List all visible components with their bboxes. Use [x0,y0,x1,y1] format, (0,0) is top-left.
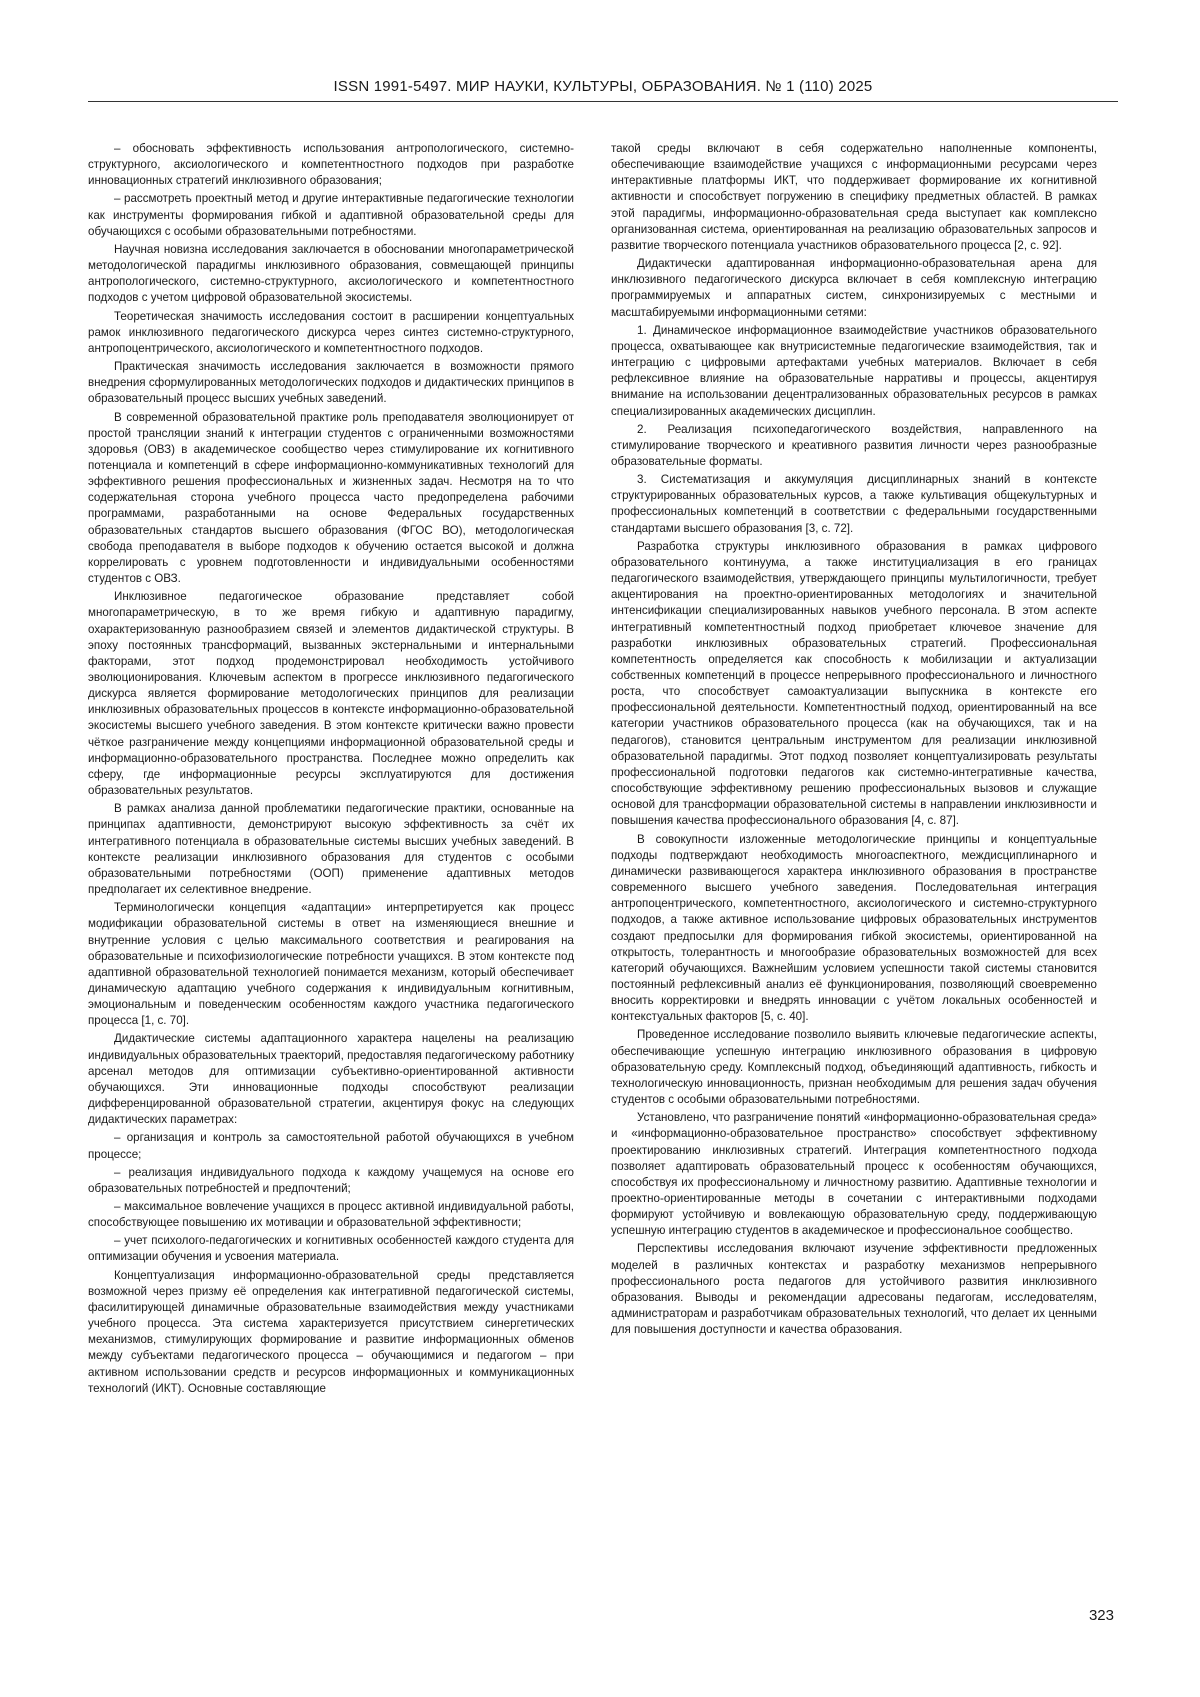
paragraph: Практическая значимость исследования заключается в возможности прямого внедрения сформулированных методологических подходов и дидактических принципов в образовательный процесс высших учебных заведений. [88,359,574,407]
paragraph: В совокупности изложенные методологические принципы и концептуальные подходы подтверждают необходимость многоаспектного, междисциплинарного и динамически развивающегося характера инклюзивного образования в пространстве современного высшего учебного заведения. Последовательная интеграция антропоцентрического, компетентностного, аксиологического и системно-структурного подходов, а также активное использование цифровых образовательных инструментов создают предпосылки для формирования гибкой экосистемы, ориентированной на открытость, толерантность и многообразие образовательных возможностей для всех категорий обучающихся. Важнейшим условием успешности такой системы становится постоянный рефлексивный анализ её функционирования, позволяющий своевременно вносить корректировки и внедрять инновации с учётом локальных особенностей и контекстуальных факторов [5, с. 40]. [611,832,1097,1026]
paragraph: Разработка структуры инклюзивного образования в рамках цифрового образовательного континуума, а также институциализация в его границах педагогического взаимодействия, утверждающего принципы мультилогичности, требует акцентирования на проектно-ориентированных методологиях и значительной интенсификации специализированных навыков учебного персонала. В этом аспекте интегративный компетентностный подход приобретает ключевое значение для разработки инклюзивных образовательных стратегий. Профессиональная компетентность определяется как способность к мобилизации и актуализации собственных компетенций в процессе непрерывного профессионального и личностного роста, что способствует самоактуализации выпускника в контексте его профессиональной деятельности. Компетентностный подход, ориентированный на все категории участников образовательного процесса (как на обучающихся, так и на педагогов), становится центральным инструментом для реализации инклюзивной образовательной парадигмы. Этот подход позволяет концептуализировать результаты профессиональной подготовки педагогов как системно-интегративные качества, способствующие эффективному решению профессиональных вызовов и служащие основой для трансформации образовательной системы в направлении инклюзивности и повышения качества профессионального образования [4, с. 87]. [611,539,1097,830]
paragraph: такой среды включают в себя содержательно наполненные компоненты, обеспечивающие взаимодействие учащихся с информационными ресурсами через интерактивные платформы ИКТ, что поддерживает формирование их когнитивной активности и способствует погружению в специфику предметных областей. В рамках этой парадигмы, информационно-образовательная среда выступает как комплексно организованная система, ориентированная на реализацию образовательных запросов и развитие творческого потенциала участников образовательного процесса [2, с. 92]. [611,141,1097,254]
list-item: – организация и контроль за самостоятельной работой обучающихся в учебном процессе; [88,1130,574,1162]
paragraph: Научная новизна исследования заключается в обосновании многопараметрической методологической парадигмы инклюзивного образования, совмещающей принципы антропологического, системно-структурного, аксиологического и компетентностного подходов с учетом цифровой образовательной экосистемы. [88,242,574,307]
list-item: 3. Систематизация и аккумуляция дисциплинарных знаний в контексте структурированных образовательных курсов, а также культивация общекультурных и профессиональных компетенций в соответствии с федеральными государственными стандартами высшего образования [3, с. 72]. [611,472,1097,537]
paragraph: Терминологически концепция «адаптации» интерпретируется как процесс модификации образовательной системы в ответ на изменяющиеся внешние и внутренние условия с целью максимального соответствия и реагирования на образовательные и психофизиологические потребности учащихся. В этом контексте под адаптивной образовательной технологией понимается механизм, который обеспечивает динамическую адаптацию учебного содержания к индивидуальным когнитивным, эмоциональным и поведенческим особенностям каждого участника педагогического процесса [1, с. 70]. [88,900,574,1029]
paragraph: Концептуализация информационно-образовательной среды представляется возможной через призму её определения как интегративной педагогической системы, фасилитирующей динамичные образовательные взаимодействия между участниками учебного процесса. Эта система характеризуется присутствием синергетических механизмов, стимулирующих формирование и развитие информационных обменов между субъектами педагогического процесса – обучающимися и педагогом – при активном использовании средств и ресурсов информационных и коммуникационных технологий (ИКТ). Основные составляющие [88,1268,574,1397]
list-item: 1. Динамическое информационное взаимодействие участников образовательного процесса, охватывающее как внутрисистемные педагогические взаимодействия, так и интеграцию с цифровыми артефактами учебных материалов. Включает в себя рефлексивное влияние на образовательные нарративы и процессы, акцентируя внимание на использовании децентрализованных образовательных ресурсов в рамках специализированных академических дисциплин. [611,323,1097,420]
paragraph: – рассмотреть проектный метод и другие интерактивные педагогические технологии как инструменты формирования гибкой и адаптивной образовательной среды для обучающихся с особыми образовательными потребностями. [88,191,574,239]
paragraph: Инклюзивное педагогическое образование представляет собой многопараметрическую, в то же время гибкую и адаптивную парадигму, охарактеризованную разнообразием связей и элементов дидактической структуры. В эпоху постоянных трансформаций, вызванных экстернальными и интернальными факторами, этот подход продемонстрировал необходимость устойчивого эволюционирования. Ключевым аспектом в прогрессе инклюзивного педагогического дискурса является формирование методологических принципов для реализации инклюзивных образовательных процессов в контексте информационно-образовательной экосистемы высшего учебного заведения. В этом контексте критически важно провести чёткое разграничение между концепциями информационной образовательной среды и информационно-образовательного пространства. Последнее можно определить как сферу, где информационные ресурсы эксплуатируются для достижения образовательных результатов. [88,589,574,799]
list-item: 2. Реализация психопедагогического воздействия, направленного на стимулирование творческого и креативного развития личности через разнообразные образовательные форматы. [611,422,1097,470]
left-column [88,141,574,1399]
paragraph: В рамках анализа данной проблематики педагогические практики, основанные на принципах адаптивности, демонстрируют высокую эффективность за счёт их интегративного потенциала в образовательные системы высших учебных заведений. В контексте реализации инклюзивного образования для студентов с особыми образовательными потребностями (ООП) применение адаптивных методов предполагает их селективное внедрение. [88,801,574,898]
journal-header: ISSN 1991-5497. МИР НАУКИ, КУЛЬТУРЫ, ОБРАЗОВАНИЯ. № 1 (110) 2025 [88,78,1118,102]
list-item: – реализация индивидуального подхода к каждому учащемуся на основе его образовательных потребностей и предпочтений; [88,1165,574,1197]
page-number: 323 [1089,1607,1114,1624]
paragraph: Теоретическая значимость исследования состоит в расширении концептуальных рамок инклюзивного педагогического дискурса через синтез системно-структурного, антропоцентрического, аксиологического и компетентностного подходов. [88,309,574,357]
paragraph: Дидактические системы адаптационного характера нацелены на реализацию индивидуальных образовательных траекторий, предоставляя педагогическому работнику арсенал методов для оптимизации субъективно-ориентированной активности обучающихся. Эти инновационные подходы способствуют реализации дифференцированной образовательной стратегии, акцентируя фокус на следующих дидактических параметрах: [88,1031,574,1128]
paragraph: Дидактически адаптированная информационно-образовательная арена для инклюзивного педагогического дискурса включает в себя комплексную интеграцию программируемых и аппаратных систем, синхронизируемых с местными и масштабируемыми информационными сетями: [611,256,1097,321]
list-item: – учет психолого-педагогических и когнитивных особенностей каждого студента для оптимизации обучения и усвоения материала. [88,1233,574,1265]
right-column [611,141,1097,1340]
paragraph: В современной образовательной практике роль преподавателя эволюционирует от простой трансляции знаний к интеграции студентов с ограниченными возможностями здоровья (ОВЗ) в академическое сообщество через стимулирование их когнитивного потенциала и компетенций в сфере информационно-коммуникативных технологий для эффективного решения профессиональных и жизненных задач. Несмотря на то что содержательная сторона учебного процесса часто предопределена рабочими программами, разработанными на основе Федеральных государственных образовательных стандартов высшего образования (ФГОС ВО), методологическая свобода преподавателя в выборе подходов к обучению остается высокой и должна коррелировать с уровнем подготовленности и индивидуальными особенностями студентов с ОВЗ. [88,410,574,588]
paragraph: Установлено, что разграничение понятий «информационно-образовательная среда» и «информационно-образовательное пространство» способствует эффективному проектированию инклюзивных стратегий. Интеграция компетентностного подхода позволяет адаптировать образовательный процесс к особенностям обучающихся, способствуя их профессиональному и личностному развитию. Адаптивные технологии и проектно-ориентированные методы в сочетании с интерактивными подходами формируют устойчивую и вовлекающую образовательную среду, поддерживающую успешную интеграцию студентов в академическое и профессиональное сообщество. [611,1110,1097,1239]
paragraph: Проведенное исследование позволило выявить ключевые педагогические аспекты, обеспечивающие успешную интеграцию инклюзивного образования в цифровую образовательную среду. Комплексный подход, объединяющий адаптивность, гибкость и технологическую инновационность, признан необходимым для решения задач обучения студентов с особыми образовательными потребностями. [611,1027,1097,1108]
paragraph: Перспективы исследования включают изучение эффективности предложенных моделей в различных контекстах и разработку механизмов непрерывного профессионального роста педагогов для устойчивого развития инклюзивного образования. Выводы и рекомендации адресованы педагогам, исследователям, администраторам и разработчикам образовательных технологий, что делает их ценными для повышения доступности и качества образования. [611,1241,1097,1338]
paragraph: – обосновать эффективность использования антропологического, системно-структурного, аксиологического и компетентностного подходов при разработке инновационных стратегий инклюзивного образования; [88,141,574,189]
list-item: – максимальное вовлечение учащихся в процесс активной индивидуальной работы, способствующее повышению их мотивации и образовательной эффективности; [88,1199,574,1231]
